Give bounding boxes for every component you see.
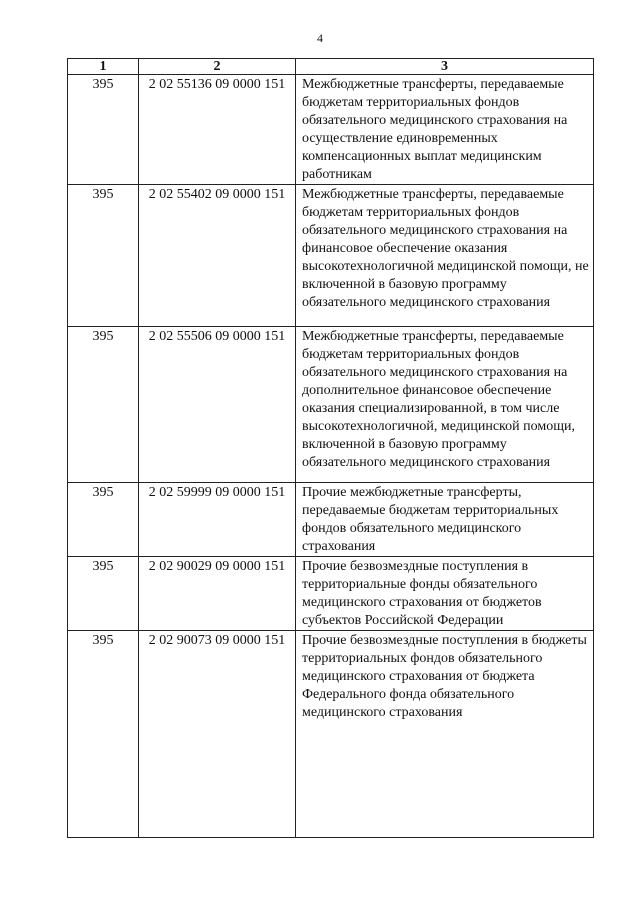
column-header-2: 2 xyxy=(139,59,296,75)
table-row xyxy=(68,185,594,327)
table-row xyxy=(68,631,594,838)
description-cell: Межбюджетные трансферты, передаваемые бюджетам территориальных фондов обязательного медицинского страхования на дополнительное финансовое обеспечение оказания специализированной, в том числе высокотехнологичной, медицинской помощи, включенной в базовую программу обязательного медицинского страхования xyxy=(296,327,594,483)
admin-code-cell: 395 xyxy=(68,327,139,483)
table-row xyxy=(68,327,594,483)
page-number: 4 xyxy=(317,31,323,45)
column-header-3: 3 xyxy=(296,59,594,75)
admin-code-cell: 395 xyxy=(68,75,139,185)
budget-code-cell: 2 02 90073 09 0000 151 xyxy=(139,631,296,838)
budget-code-cell: 2 02 59999 09 0000 151 xyxy=(139,483,296,557)
table-row xyxy=(68,557,594,631)
table-row xyxy=(68,75,594,185)
admin-code-cell: 395 xyxy=(68,631,139,838)
description-cell: Межбюджетные трансферты, передаваемые бюджетам территориальных фондов обязательного медицинского страхования на осуществление единовременных компенсационных выплат медицинским работникам xyxy=(296,75,594,185)
budget-code-cell: 2 02 55136 09 0000 151 xyxy=(139,75,296,185)
admin-code-cell: 395 xyxy=(68,557,139,631)
admin-code-cell: 395 xyxy=(68,185,139,327)
description-cell: Прочие безвозмездные поступления в территориальные фонды обязательного медицинского страхования от бюджетов субъектов Российской Федерации xyxy=(296,557,594,631)
admin-code-cell: 395 xyxy=(68,483,139,557)
revenue-codes-table xyxy=(67,58,594,838)
budget-code-cell: 2 02 90029 09 0000 151 xyxy=(139,557,296,631)
table-row xyxy=(68,483,594,557)
table-header-row xyxy=(68,59,594,75)
description-cell: Межбюджетные трансферты, передаваемые бюджетам территориальных фондов обязательного медицинского страхования на финансовое обеспечение оказания высокотехнологичной медицинской помощи, не включенной в базовую программу обязательного медицинского страхования xyxy=(296,185,594,327)
budget-code-cell: 2 02 55402 09 0000 151 xyxy=(139,185,296,327)
description-cell: Прочие безвозмездные поступления в бюджеты территориальных фондов обязательного медицинского страхования от бюджета Федерального фонда обязательного медицинского страхования xyxy=(296,631,594,838)
column-header-1: 1 xyxy=(68,59,139,75)
description-cell: Прочие межбюджетные трансферты, передаваемые бюджетам территориальных фондов обязательного медицинского страхования xyxy=(296,483,594,557)
budget-code-cell: 2 02 55506 09 0000 151 xyxy=(139,327,296,483)
